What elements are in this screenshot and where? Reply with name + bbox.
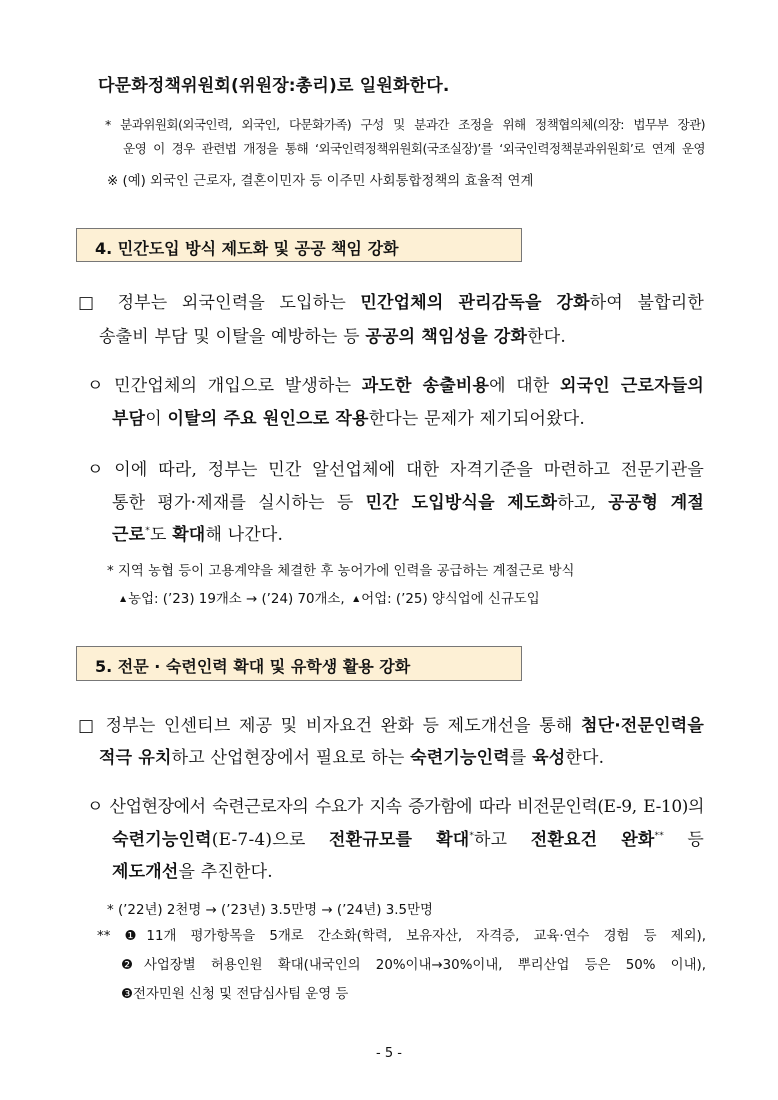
conversion-requirements-note-2: ❷사업장별 허용인원 확대(내국인의 20%이내→30%이내, 뿌리산업 등은 50% 이내), (121, 958, 706, 973)
continued-text: 다문화정책위원회(위원장:총리)로 일원화한다. (98, 76, 450, 96)
section-4-bullet-1-cont: 부담이 이탈의 주요 원인으로 작용한다는 문제가 제기되어왔다. (112, 409, 585, 429)
seasonal-work-stats: ▲ 농업: (’23) 19개소 → (’24) 70개소, ▲ 어업: (’25) 양식업에 신규도입 (120, 592, 540, 607)
triangle-bullet-icon: ▲ (120, 594, 127, 603)
section-4-bullet-2-cont2: 근로*도 확대해 나간다. (112, 525, 284, 545)
section-5-bullet-1-cont2: 제도개선을 추진한다. (112, 862, 273, 882)
section-4-bullet-2-cont: 통한 평가·제재를 실시하는 등 민간 도입방식을 제도화하고, 공공형 계절 (112, 493, 704, 513)
conversion-requirements-note-3: ❸전자민원 신청 및 전담심사팀 운영 등 (121, 987, 349, 1002)
page-number: - 5 - (376, 1046, 402, 1061)
section-5-main-paragraph-cont: 적극 유치하고 산업현장에서 필요로 하는 숙련기능인력를 육성한다. (99, 748, 605, 768)
section-4-bullet-1: ㅇ 민간업체의 개입으로 발생하는 과도한 송출비용에 대한 외국인 근로자들의 (87, 376, 704, 396)
conversion-requirements-note-1: ** ❶11개 평가항목을 5개로 간소화(학력, 보유자산, 자격증, 교육·연수 경험 등 제외), (97, 929, 706, 944)
section-5-bullet-1: ㅇ 산업현장에서 숙련근로자의 수요가 지속 증가함에 따라 비전문인력(E-9, E-10)의 (87, 797, 704, 817)
section-4-bullet-2: ㅇ 이에 따라, 정부는 민간 알선업체에 대한 자격기준을 마련하고 전문기관을 (87, 460, 704, 480)
conversion-scale-note: * (’22년) 2천명 → (’23년) 3.5만명 → (’24년) 3.5만명 (107, 903, 433, 918)
section-5-main-paragraph: □ 정부는 인센티브 제공 및 비자요건 완화 등 제도개선을 통해 첨단·전문인력을 (78, 716, 704, 736)
number-1-icon: ❶ (124, 929, 147, 944)
section-4-heading: 4. 민간도입 방식 제도화 및 공공 책임 강화 (76, 228, 522, 262)
footnote-committee: * 분과위원회(외국인력, 외국인, 다문화가족) 구성 및 분과간 조정을 위해 정책협의체(의장: 법무부 장관) (105, 117, 705, 132)
triangle-bullet-icon: ▲ (353, 594, 360, 603)
seasonal-work-note: * 지역 농협 등이 고용계약을 체결한 후 농어가에 인력을 공급하는 계절근로 방식 (107, 564, 575, 579)
section-5-bullet-1-cont: 숙련기능인력(E-7-4)으로 전환규모를 확대*하고 전환요건 완화** 등 (112, 830, 705, 850)
number-3-icon: ❸ (121, 987, 134, 1002)
section-5-heading: 5. 전문 · 숙련인력 확대 및 유학생 활용 강화 (76, 646, 522, 681)
section-4-main-paragraph: □ 정부는 외국인력을 도입하는 민간업체의 관리감독을 강화하여 불합리한 (78, 293, 704, 313)
reference-note: ※ (예) 외국인 근로자, 결혼이민자 등 이주민 사회통합정책의 효율적 연계 (107, 174, 534, 189)
footnote-committee-cont: 운영 이 경우 관련법 개정을 통해 ‘외국인력정책위원회(국조실장)’를 ‘외국인력정책분과위원회’로 연계 운영 (123, 141, 705, 156)
number-2-icon: ❷ (121, 958, 144, 973)
section-4-main-paragraph-cont: 송출비 부담 및 이탈을 예방하는 등 공공의 책임성을 강화한다. (99, 327, 567, 347)
